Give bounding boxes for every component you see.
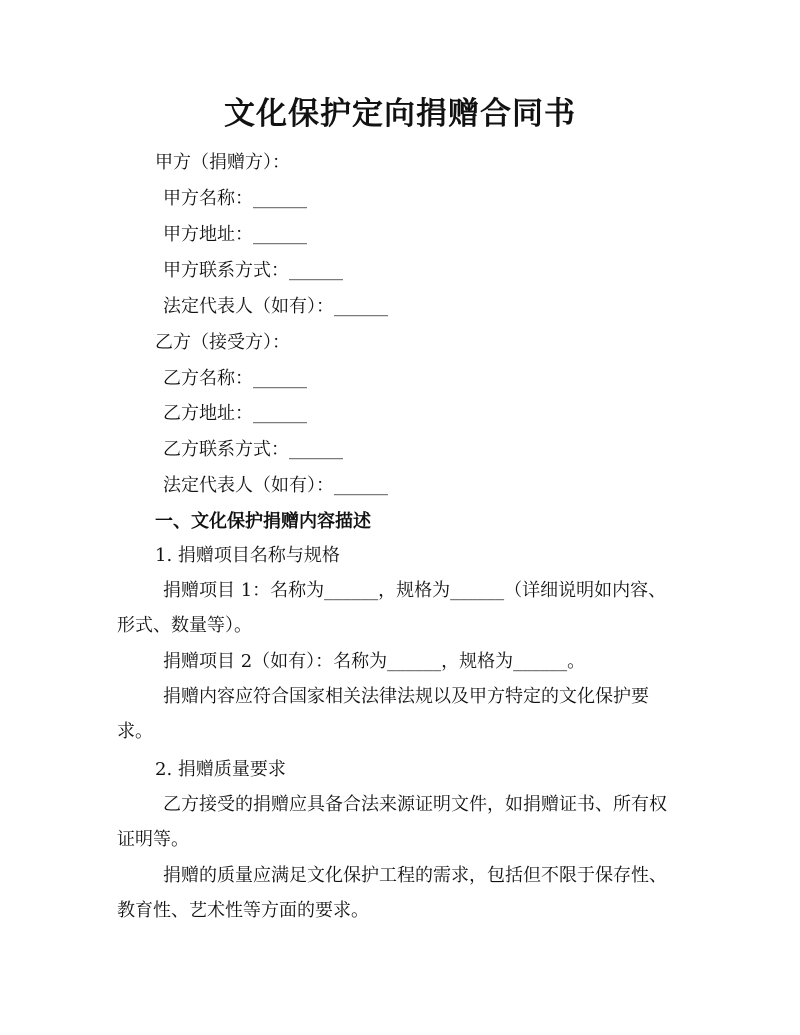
- section-1-heading: 一、文化保护捐赠内容描述: [155, 511, 371, 532]
- page-title: 文化保护定向捐赠合同书: [224, 96, 576, 132]
- quality-para-1-line-2: 证明等。: [117, 829, 189, 850]
- party-a-contact-field: 甲方联系方式：______: [163, 260, 343, 281]
- item-1-line-2: 形式、数量等）。: [117, 615, 252, 636]
- subsection-2-heading: 2. 捐赠质量要求: [155, 759, 286, 780]
- party-b-heading: 乙方（接受方）：: [155, 332, 290, 353]
- compliance-line-1: 捐赠内容应符合国家相关法律法规以及甲方特定的文化保护要: [163, 686, 649, 707]
- party-a-address-field: 甲方地址：______: [163, 224, 307, 245]
- party-b-contact-field: 乙方联系方式：______: [163, 439, 343, 460]
- item-2-line: 捐赠项目 2（如有）：名称为______，规格为______。: [163, 651, 586, 672]
- party-b-name-field: 乙方名称：______: [163, 368, 307, 389]
- party-a-legal-rep-field: 法定代表人（如有）：______: [163, 296, 388, 317]
- party-a-name-field: 甲方名称：______: [163, 188, 307, 209]
- quality-para-1-line-1: 乙方接受的捐赠应具备合法来源证明文件，如捐赠证书、所有权: [163, 794, 667, 815]
- compliance-line-2: 求。: [117, 721, 153, 742]
- party-b-address-field: 乙方地址：______: [163, 403, 307, 424]
- party-a-heading: 甲方（捐赠方）：: [155, 152, 290, 173]
- subsection-1-heading: 1. 捐赠项目名称与规格: [155, 545, 340, 566]
- quality-para-2-line-2: 教育性、艺术性等方面的要求。: [117, 900, 369, 921]
- party-b-legal-rep-field: 法定代表人（如有）：______: [163, 475, 388, 496]
- item-1-line-1: 捐赠项目 1：名称为______，规格为______（详细说明如内容、: [163, 580, 667, 601]
- quality-para-2-line-1: 捐赠的质量应满足文化保护工程的需求，包括但不限于保存性、: [163, 865, 667, 886]
